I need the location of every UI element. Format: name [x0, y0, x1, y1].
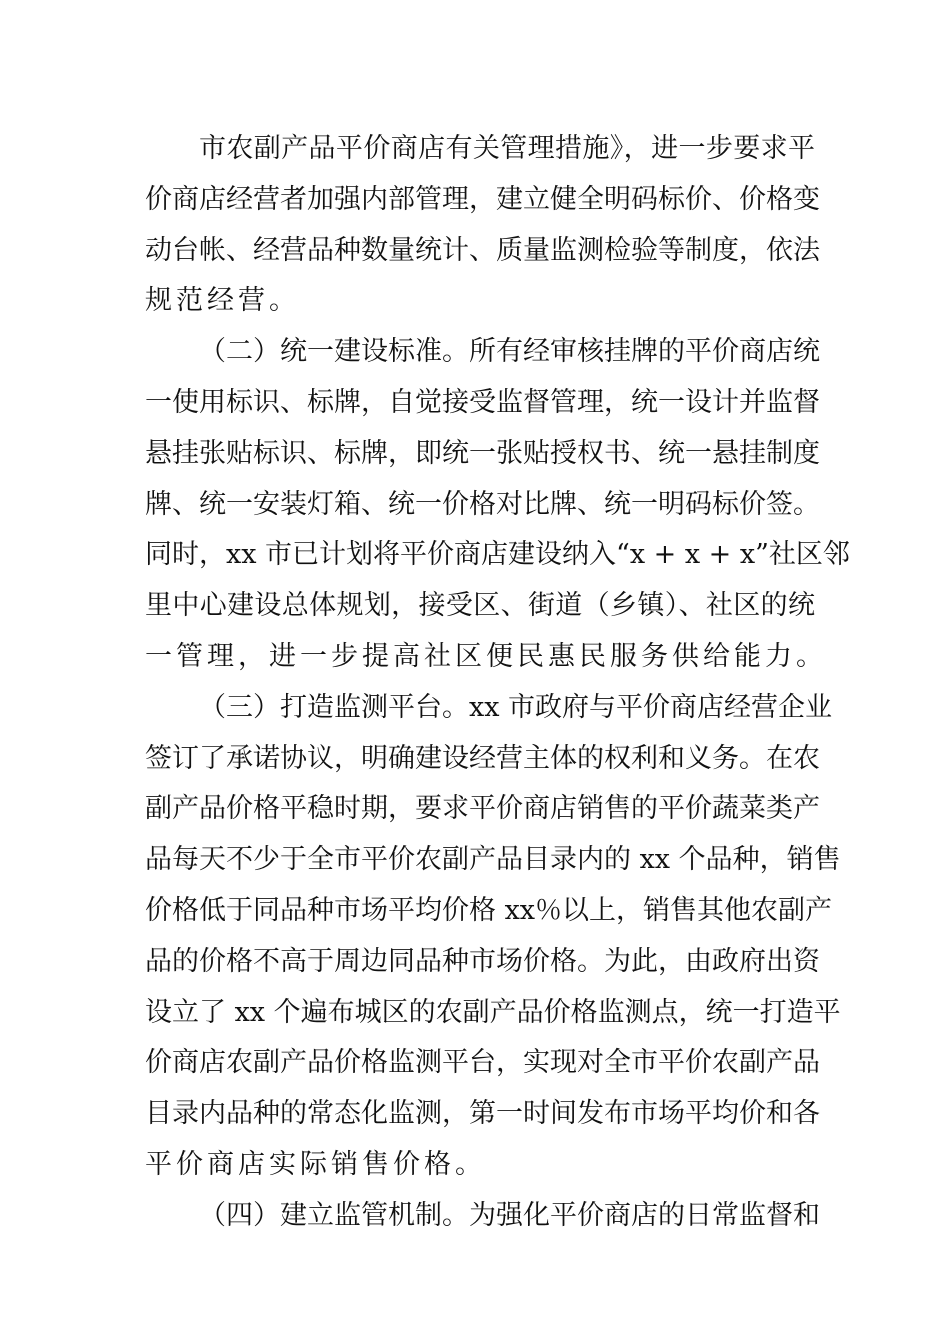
- paragraph-heading-2: （二）统一建设标准。所有经审核挂牌的平价商店统: [199, 336, 820, 368]
- body-text: [145, 124, 850, 1242]
- text-line: 同时，xx 市已计划将平价商店建设纳入“x + x + x”社区邻: [145, 539, 850, 571]
- text-line: 一使用标识、标牌，自觉接受监督管理，统一设计并监督: [145, 386, 820, 418]
- paragraph-heading-3: （三）打造监测平台。xx 市政府与平价商店经营企业: [199, 691, 833, 723]
- text-line: 副产品价格平稳时期，要求平价商店销售的平价蔬菜类产: [145, 793, 820, 825]
- text-line: 目录内品种的常态化监测，第一时间发布市场平均价和各: [145, 1098, 820, 1130]
- text-line: 价格低于同品种市场平均价格 xx％以上，销售其他农副产: [145, 894, 833, 926]
- text-line: 牌、统一安装灯箱、统一价格对比牌、统一明码标价签。: [145, 488, 820, 520]
- paragraph-heading-4: （四）建立监管机制。为强化平价商店的日常监督和: [199, 1199, 820, 1231]
- text-line: 价商店农副产品价格监测平台，实现对全市平价农副产品: [145, 1047, 820, 1079]
- text-line: 品每天不少于全市平价农副产品目录内的 xx 个品种，销售: [145, 844, 841, 876]
- text-line: 动台帐、经营品种数量统计、质量监测检验等制度，依法: [145, 234, 820, 266]
- text-line-paragraph-end: 一管理，进一步提高社区便民惠民服务供给能力。: [145, 640, 827, 672]
- text-line: 品的价格不高于周边同品种市场价格。为此，由政府出资: [145, 945, 820, 977]
- text-line-paragraph-end: 平价商店实际销售价格。: [145, 1148, 486, 1180]
- text-line: 价商店经营者加强内部管理，建立健全明码标价、价格变: [145, 183, 820, 215]
- text-line: 里中心建设总体规划，接受区、街道（乡镇）、社区的统: [145, 590, 815, 622]
- text-line-paragraph-end: 规范经营。: [145, 285, 300, 317]
- text-line: 设立了 xx 个遍布城区的农副产品价格监测点，统一打造平: [145, 996, 841, 1028]
- text-line: 签订了承诺协议，明确建设经营主体的权利和义务。在农: [145, 742, 820, 774]
- text-line: 悬挂张贴标识、标牌，即统一张贴授权书、统一悬挂制度: [145, 437, 820, 469]
- text-line-continuation: 市农副产品平价商店有关管理措施》，进一步要求平: [199, 133, 815, 164]
